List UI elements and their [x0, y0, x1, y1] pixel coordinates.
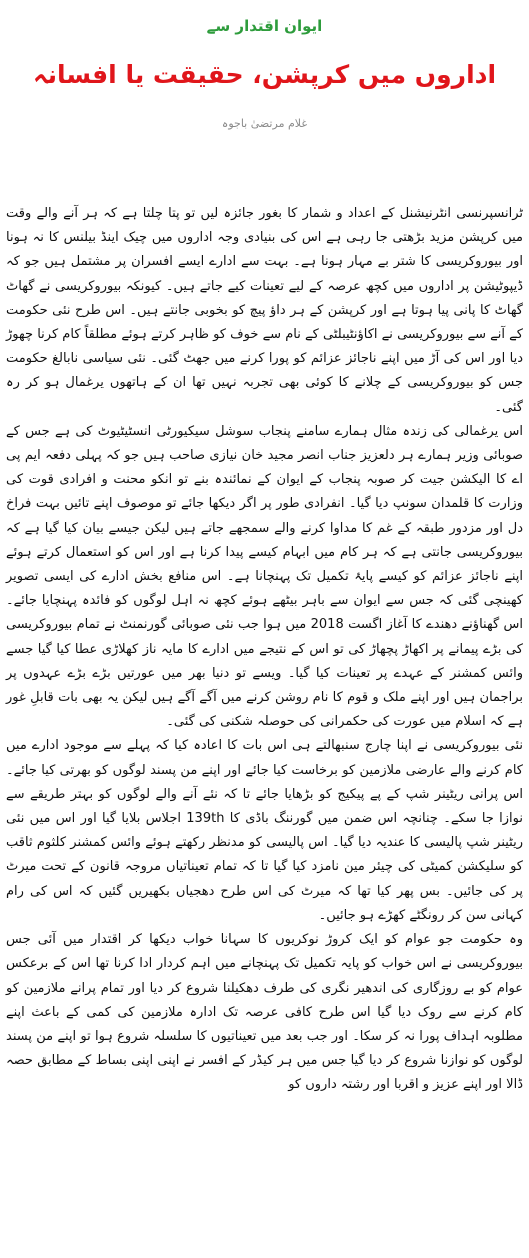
column-kicker: ایوان اقتدار سے: [206, 17, 323, 35]
paragraph: اس یرغمالی کی زندہ مثال ہمارے سامنے پنجاب سوشل سیکیورٹی انسٹیٹیوٹ کی ہے جس کے صوبائی وزیر ہمارے ہر دلعزیز جناب انصر مجید خان نیازی صاحب ہیں جو کہ پہلی دفعہ ایم پی اے کا الیکشن جیت کر صوبہ پنجاب کے ایوان کے نمائندہ بنے تو انکو محنت و افرادی قوت کی وزارت کا قلمدان سونپ دیا گیا۔ انفرادی طور پر اگر دیکھا جائے تو موصوف اپنے تائیں بہت فراخ دل اور مزدور طبقہ کے غم کا مداوا کرنے والے سمجھے جاتے ہیں لیکن جیسے بیان کیا گیا ہے کہ بیوروکریسی جانتی ہے کہ ہر کام میں ابہام کیسے پیدا کرنا ہے اور اس کو استعمال کرتے ہوئے اپنے ناجائز عزائم کو کیسے پایۂ تکمیل تک پہنچانا ہے۔ اس منافع بخش ادارے کی ایسی تصویر کھینچی گئی کہ جس سے ایوان سے باہر بیٹھے ہوئے کچھ نہ اہل لوگوں کو فائدہ پہنچایا جائے۔ اس گھناؤنے دھندے کا آغاز اگست 2018 میں ہوا جب نئی صوبائی گورنمنٹ نے تمام بیوروکریسی کی بڑے پیمانے پر اکھاڑ پچھاڑ کی تو اس کے نتیجے میں ادارے کا مایہ ناز کھلاڑی عطا کیا گیا جسے وائس کمشنر کے عہدے پر تعینات کیا گیا۔ ویسے تو دنیا بھر میں عورتیں بڑے بڑے عہدوں پر براجمان ہیں اور اپنے ملک و قوم کا نام روشن کرنے میں آگے آگے ہیں لیکن یہ بھی بات قابلِ غور ہے کہ اسلام میں عورت کی حکمرانی کی حوصلہ شکنی کی گئی۔: [6, 423, 523, 730]
paragraph: وہ حکومت جو عوام کو ایک کروڑ نوکریوں کا سہانا خواب دیکھا کر اقتدار میں آئی جس بیوروکریسی نے اس خواب کو پایہ تکمیل تک پہنچانے میں اہم کردار ادا کرنا تھا اس کے برعکس عوام کو بے روزگاری کی اندھیر نگری کی طرف دھکیلنا شروع کر دیا اور تمام پرانے ملازمین کو کام کرنے سے روک دیا گیا اس طرح کافی عرصہ تک ادارہ ملازمین کی کمی کے باعث اپنے مطلوبہ اہداف پورا نہ کر سکا۔ اور جب بعد میں تعیناتیوں کا سلسلہ شروع ہوا تو اپنے من پسند لوگوں کو نوازنا شروع کر دیا گیا جس میں ہر کیڈر کے افسر نے اپنی اپنی بساط کے مطابق حصہ ڈالا اور اپنے عزیز و اقربا اور رشتہ داروں کو: [6, 932, 523, 1093]
paragraph: ٹرانسپرنسی انٹرنیشنل کے اعداد و شمار کا بغور جائزہ لیں تو پتا چلتا ہے کہ ہر آنے والے وقت میں کرپشن مزید بڑھتی جا رہی ہے اس کی بنیادی وجہ اداروں میں چیک اینڈ بیلنس کا نہ ہونا اور بیوروکریسی کا شتر بے مہار ہونا ہے۔ بہت سے ادارے ایسے افسران پر مشتمل ہیں جو کہ ڈیپوٹیشن پر اداروں میں کچھ عرصہ کے لیے تعینات کیے جاتے ہیں۔ کیونکہ بیوروکریسی نے گھاٹ گھاٹ کا پانی پیا ہوتا ہے اور کرپشن کے ہر داؤ پیچ کو بخوبی جانتے ہیں۔ اس طرح نئی حکومت کے آنے سے بیوروکریسی نے اکاؤنٹیبلٹی کے نام سے خوف کو ظاہر کرتے ہوئے مطلقاً کام کرنا چھوڑ دیا اور اس کی آڑ میں اپنے ناجائز عزائم کو پورا کرنے میں جھٹ گئی۔ نئی سیاسی نابالغ حکومت جس کو بیوروکریسی کے چلانے کا کوئی بھی تجربہ نہیں تھا ان کے ہاتھوں یرغمال ہو کر رہ گئی۔: [6, 206, 523, 415]
author-byline: غلام مرتضیٰ باجوہ: [221, 117, 308, 130]
paragraph: نئی بیوروکریسی نے اپنا چارج سنبھالتے ہی اس بات کا اعادہ کیا کہ پہلے سے موجود ادارے میں کام کرنے والے عارضی ملازمین کو برخاست کیا جائے اور اپنے من پسند لوگوں کو بھرتی کیا جائے۔ اس پرانی ریٹینر شپ کے پے پیکیج کو بڑھایا جائے تا کہ نئے آنے والے لوگوں کو بہتر طریقے سے نوازا جا سکے۔ چنانچہ اس ضمن میں گورننگ باڈی کا 139th اجلاس بلایا گیا اور اس میں نئی ریٹینر شپ پالیسی کا عندیہ دیا گیا۔ اس پالیسی کو مدنظر رکھتے ہوئے وائس کمشنر کلثوم ثاقب کو سلیکشن کمیٹی کی چیئر مین نامزد کیا گیا تا کہ تمام تعیناتیاں مروجہ قانون کے تحت میرٹ پر کی جائیں۔ بس پھر کیا تھا کہ میرٹ کی اس طرح دھجیاں بکھیریں گئیں کہ اس کی رام کہانی سن کر رونگٹے کھڑے ہو جائیں۔: [6, 738, 523, 923]
article-body: [6, 202, 523, 1098]
article-headline: اداروں میں کرپشن، حقیقت یا افسانہ: [32, 60, 497, 89]
